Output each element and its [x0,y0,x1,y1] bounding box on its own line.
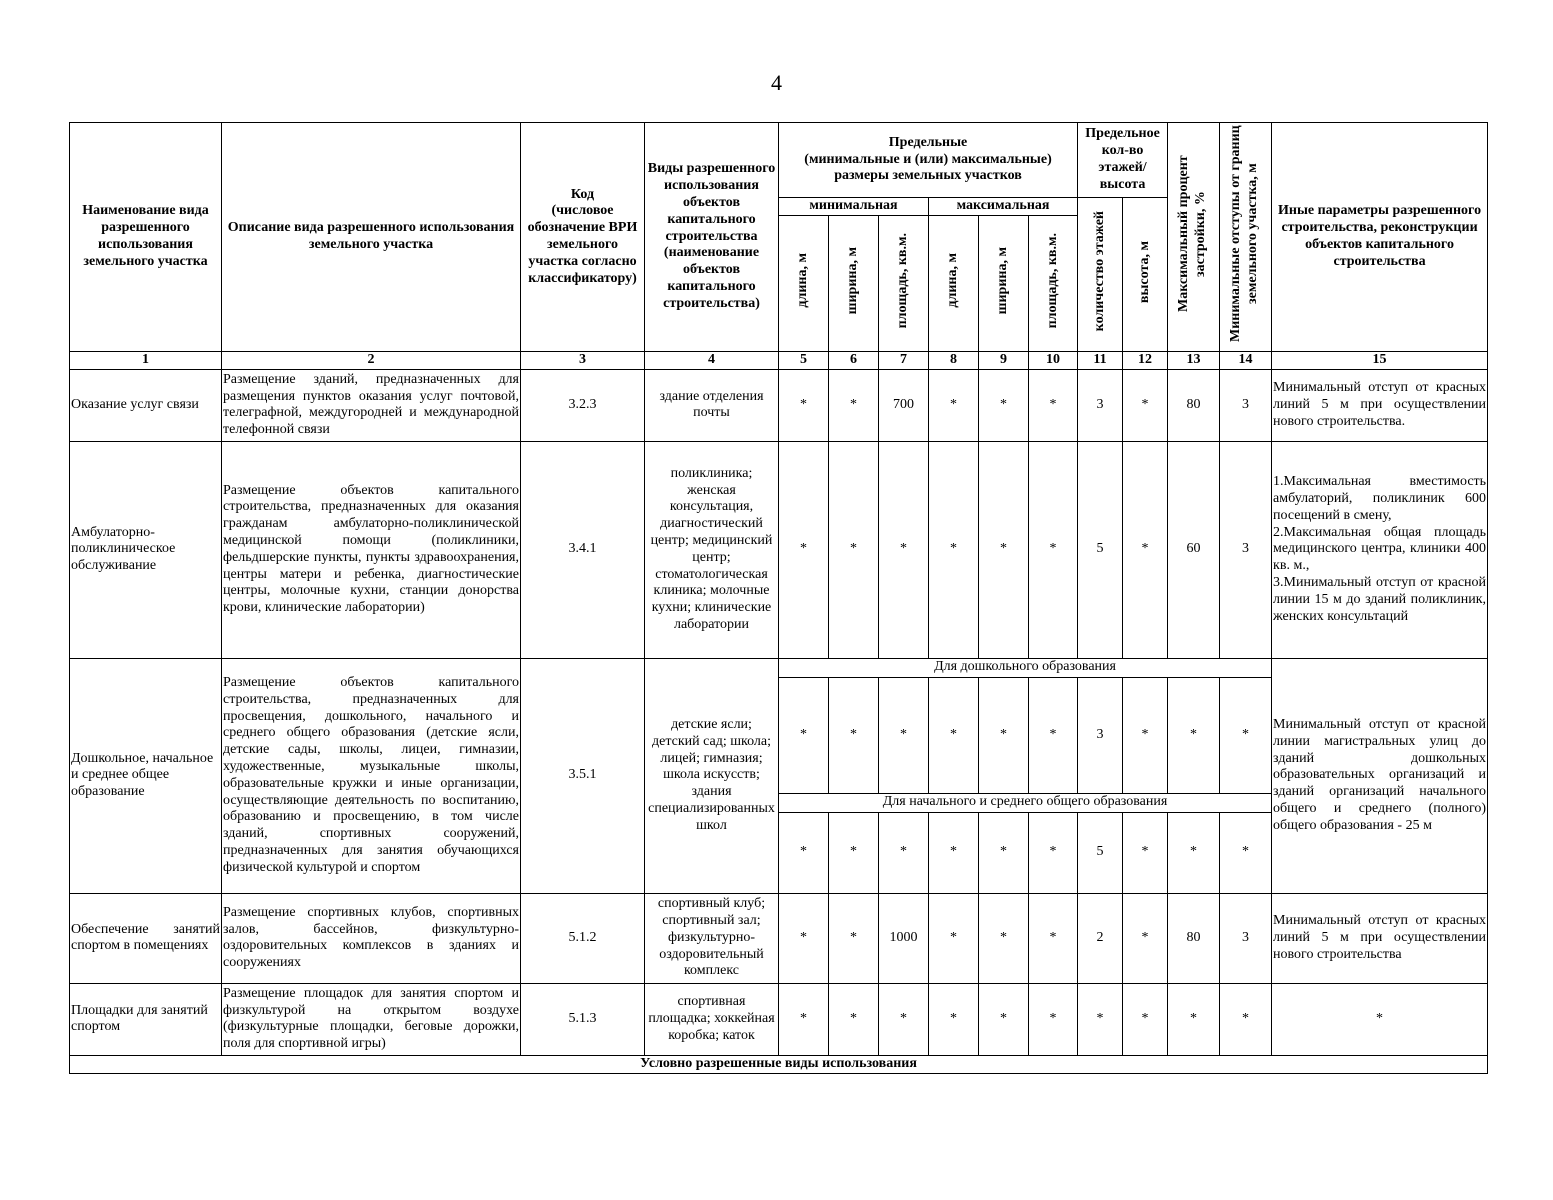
table-row [70,441,1488,658]
cell-max-area: * [1029,677,1078,793]
cell-height: * [1123,983,1168,1055]
column-number: 4 [645,352,779,370]
row-name: Дошкольное, начальное и среднее общее образование [70,658,222,893]
cell-min-width: * [829,369,879,441]
row-code: 5.1.3 [521,983,645,1055]
header-max-width: ширина, м [995,246,1011,315]
cell-min-width: * [829,677,879,793]
header-description: Описание вида разрешенного использования земельного участка [222,123,521,352]
cell-min-offset: 3 [1220,893,1272,983]
row-objects: здание отделения почты [645,369,779,441]
header-min-offsets: Минимальные отступы от границ земельного участка, м [1227,125,1260,343]
cell-max-width: * [979,983,1029,1055]
cell-height: * [1123,893,1168,983]
column-number: 2 [222,352,521,370]
page-number: 4 [771,70,782,95]
cell-floors: 5 [1078,812,1123,893]
column-number: 12 [1123,352,1168,370]
header-capital-types: Виды разрешенного использования объектов капитального строительства (наименование объектов капитального строительства) [645,123,779,352]
cell-max-length: * [929,441,979,658]
cell-max-length: * [929,983,979,1055]
column-number: 8 [929,352,979,370]
row-objects: детские ясли; детский сад; школа; лицей; гимназия; школа искусств; здания специализированных школ [645,658,779,893]
row-name: Амбулаторно-поликлиническое обслуживание [70,441,222,658]
cell-min-length: * [779,441,829,658]
cell-floors: 5 [1078,441,1123,658]
cell-height: * [1123,812,1168,893]
row-code: 5.1.2 [521,893,645,983]
column-number: 6 [829,352,879,370]
header-other: Иные параметры разрешенного строительства, реконструкции объектов капитального строительства [1272,123,1488,352]
cell-min-area: 700 [879,369,929,441]
cell-max-area: * [1029,983,1078,1055]
cell-min-length: * [779,677,829,793]
header-height: высота, м [1136,240,1152,303]
row-other: * [1272,983,1488,1055]
row-other: Минимальный отступ от красных линий 5 м при осуществлении нового строительства [1272,893,1488,983]
row-name: Площадки для занятий спортом [70,983,222,1055]
cell-max-length: * [929,677,979,793]
cell-max-percent: * [1168,812,1220,893]
row-code: 3.5.1 [521,658,645,893]
cell-min-offset: * [1220,812,1272,893]
cell-max-length: * [929,369,979,441]
cell-max-width: * [979,369,1029,441]
header-floors: количество этажей [1091,211,1107,332]
header-min-area: площадь, кв.м. [895,232,911,329]
cell-max-width: * [979,677,1029,793]
row-code: 3.2.3 [521,369,645,441]
cell-min-offset: * [1220,983,1272,1055]
section-footer: Условно разрешенные виды использования [70,1055,1488,1073]
header-min-width: ширина, м [845,246,861,315]
table-row [70,893,1488,983]
column-number: 11 [1078,352,1123,370]
row-code: 3.4.1 [521,441,645,658]
header-floors-group: Предельное кол-во этажей/ высота [1078,123,1168,198]
header-max: максимальная [929,198,1078,216]
row-objects: поликлиника; женская консультация, диагностический центр; медицинский центр; стоматологическая клиника; молочные кухни; клинические лаборатории [645,441,779,658]
row-objects: спортивная площадка; хоккейная коробка; каток [645,983,779,1055]
header-name: Наименование вида разрешенного использования земельного участка [70,123,222,352]
cell-min-offset: 3 [1220,369,1272,441]
cell-max-width: * [979,893,1029,983]
subheading-school: Для начального и среднего общего образования [779,793,1272,812]
regulations-table [69,122,1488,1074]
header-min-length: длина, м [795,253,811,308]
cell-floors: 2 [1078,893,1123,983]
cell-min-width: * [829,893,879,983]
cell-min-length: * [779,812,829,893]
row-name: Обеспечение занятий спортом в помещениях [70,893,222,983]
cell-max-percent: * [1168,983,1220,1055]
cell-min-area: * [879,441,929,658]
cell-max-area: * [1029,893,1078,983]
table-row [70,983,1488,1055]
cell-min-area: 1000 [879,893,929,983]
cell-max-percent: 80 [1168,893,1220,983]
cell-max-area: * [1029,369,1078,441]
cell-floors: 3 [1078,369,1123,441]
header-max-percent: Максимальный процент застройки, % [1175,155,1208,313]
table-row [70,369,1488,441]
row-name: Оказание услуг связи [70,369,222,441]
cell-floors: * [1078,983,1123,1055]
cell-max-width: * [979,812,1029,893]
column-number: 3 [521,352,645,370]
cell-max-width: * [979,441,1029,658]
header-code: Код (числовое обозначение ВРИ земельного участка согласно классификатору) [521,123,645,352]
column-number: 13 [1168,352,1220,370]
row-description: Размещение зданий, предназначенных для размещения пунктов оказания услуг почтовой, телеграфной, междугородней и международной телефонной связи [222,369,521,441]
cell-max-percent: * [1168,677,1220,793]
row-description: Размещение объектов капитального строительства, предназначенных для просвещения, дошкольного, начального и среднего общего образования (детские ясли, детские сады, школы, лицеи, гимназии, художественные, музыкальные школы, образовательные кружки и иные организации, осуществляющие деятельность по воспитанию, образованию и просвещению, в том числе зданий, спортивных сооружений, предназначенных для занятия обучающихся физической культурой и спортом [222,658,521,893]
cell-max-length: * [929,893,979,983]
column-number: 9 [979,352,1029,370]
cell-min-width: * [829,983,879,1055]
cell-height: * [1123,441,1168,658]
table-row [70,658,1488,677]
cell-min-area: * [879,983,929,1055]
cell-min-length: * [779,369,829,441]
row-description: Размещение площадок для занятия спортом и физкультурой на открытом воздухе (физкультурные площадки, беговые дорожки, поля для спортивной игры) [222,983,521,1055]
cell-floors: 3 [1078,677,1123,793]
row-objects: спортивный клуб; спортивный зал; физкультурно-оздоровительный комплекс [645,893,779,983]
header-min: минимальная [779,198,929,216]
cell-max-area: * [1029,812,1078,893]
column-number: 7 [879,352,929,370]
row-other: Минимальный отступ от красных линий 5 м при осуществлении нового строительства. [1272,369,1488,441]
header-limits: Предельные (минимальные и (или) максимальные) размеры земельных участков [779,123,1078,198]
row-description: Размещение объектов капитального строительства, предназначенных для оказания гражданам амбулаторно-поликлинической медицинской помощи (поликлиники, фельдшерские пункты, пункты здравоохранения, центры матери и ребенка, диагностические центры, молочные кухни, станции донорства крови, клинические лаборатории) [222,441,521,658]
subheading-preschool: Для дошкольного образования [779,658,1272,677]
cell-min-area: * [879,677,929,793]
row-description: Размещение спортивных клубов, спортивных залов, бассейнов, физкультурно-оздоровительных комплексов в зданиях и сооружениях [222,893,521,983]
header-max-area: площадь, кв.м. [1044,232,1060,329]
column-number: 14 [1220,352,1272,370]
cell-min-offset: 3 [1220,441,1272,658]
cell-height: * [1123,369,1168,441]
cell-max-area: * [1029,441,1078,658]
cell-max-length: * [929,812,979,893]
cell-min-length: * [779,893,829,983]
column-number: 10 [1029,352,1078,370]
cell-min-offset: * [1220,677,1272,793]
cell-min-width: * [829,441,879,658]
cell-max-percent: 60 [1168,441,1220,658]
cell-min-length: * [779,983,829,1055]
row-other: 1.Максимальная вместимость амбулаторий, поликлиник 600 посещений в смену, 2.Максимальная общая площадь медицинского центра, клиники 400 кв. м., 3.Минимальный отступ от красной линии 15 м до зданий поликлиник, женских консультаций [1272,441,1488,658]
header-max-length: длина, м [945,253,961,308]
column-number: 15 [1272,352,1488,370]
table-row [70,1055,1488,1073]
column-number: 5 [779,352,829,370]
cell-max-percent: 80 [1168,369,1220,441]
cell-min-width: * [829,812,879,893]
row-other: Минимальный отступ от красной линии магистральных улиц до зданий дошкольных образовательных организаций и зданий организаций начального общего и среднего (полного) общего образования - 25 м [1272,658,1488,893]
column-number: 1 [70,352,222,370]
cell-height: * [1123,677,1168,793]
cell-min-area: * [879,812,929,893]
